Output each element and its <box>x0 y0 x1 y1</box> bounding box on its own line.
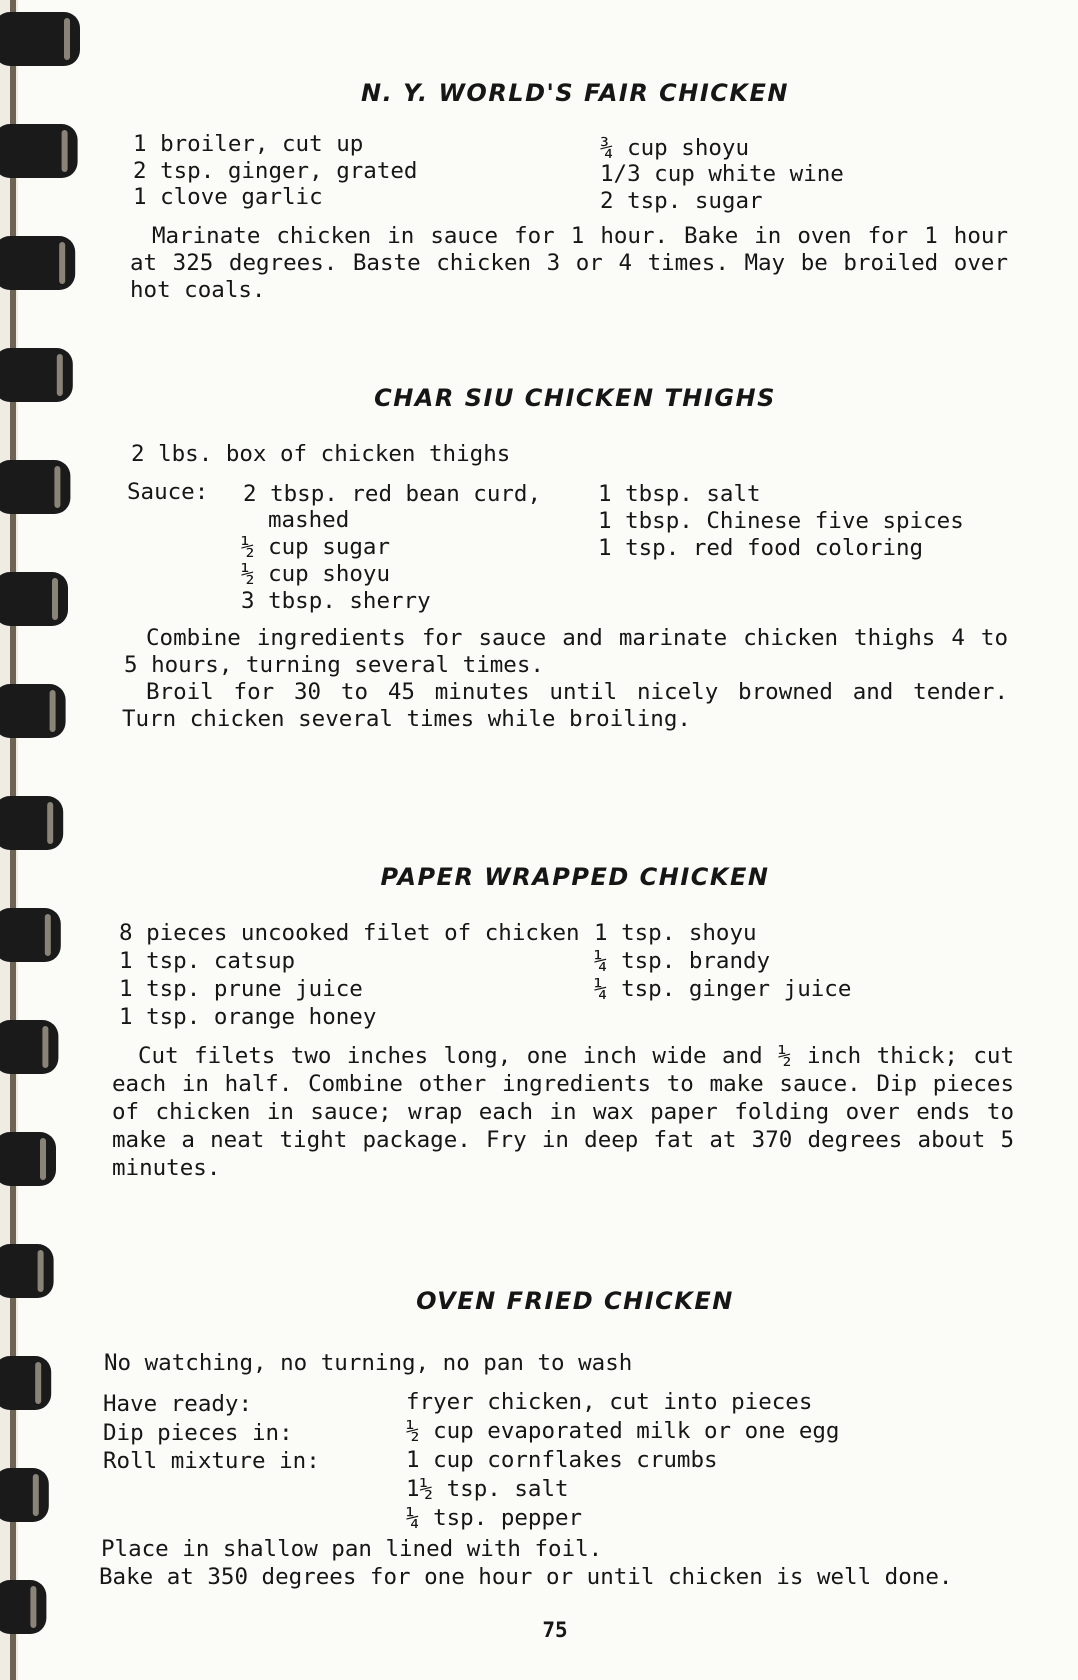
ingredient: 1 tsp. shoyu <box>594 920 757 946</box>
ingredient: ½ cup sugar <box>241 534 391 560</box>
recipe-intro: No watching, no turning, no pan to wash <box>104 1350 633 1376</box>
directions: Broil for 30 to 45 minutes until nicely browned and tender. Turn chicken several times while broiling. <box>122 679 1008 732</box>
step-label: Dip pieces in: <box>103 1420 293 1446</box>
ingredient: 2 tsp. ginger, grated <box>133 158 418 184</box>
ingredient: ½ cup shoyu <box>241 561 391 587</box>
closing-line: Bake at 350 degrees for one hour or until chicken is well done. <box>99 1564 953 1590</box>
step-label: Have ready: <box>103 1391 253 1417</box>
ingredient: 3 tbsp. sherry <box>241 588 431 614</box>
recipe-title: PAPER WRAPPED CHICKEN <box>380 863 770 891</box>
step-label: Roll mixture in: <box>103 1448 320 1474</box>
ingredient: 1 tsp. orange honey <box>119 1004 377 1030</box>
recipe-intro: 2 lbs. box of chicken thighs <box>131 441 511 467</box>
sauce-label: Sauce: <box>127 479 209 505</box>
step-value: ¼ tsp. pepper <box>406 1505 583 1531</box>
ingredient: mashed <box>268 507 350 533</box>
page-number: 75 <box>542 1618 568 1642</box>
recipe-title: OVEN FRIED CHICKEN <box>416 1287 734 1315</box>
ingredient: 1 tbsp. salt <box>598 481 761 507</box>
ingredient: 1/3 cup white wine <box>600 161 844 187</box>
ingredient: 1 tbsp. Chinese five spices <box>598 508 964 534</box>
ingredient: 2 tbsp. red bean curd, <box>243 481 542 507</box>
ingredient: 8 pieces uncooked filet of chicken <box>119 920 580 946</box>
directions: Marinate chicken in sauce for 1 hour. Bake in oven for 1 hour at 325 degrees. Baste chicken 3 or 4 times. May be broiled over hot coals. <box>130 223 1008 303</box>
step-value: 1½ tsp. salt <box>406 1476 569 1502</box>
recipe-title: N. Y. WORLD'S FAIR CHICKEN <box>361 79 789 107</box>
directions: Combine ingredients for sauce and marinate chicken thighs 4 to 5 hours, turning several times. <box>124 625 1008 678</box>
step-value: fryer chicken, cut into pieces <box>406 1389 813 1415</box>
ingredient: 1 tsp. catsup <box>119 948 296 974</box>
ingredient: ¼ tsp. ginger juice <box>594 976 852 1002</box>
ingredient: 1 clove garlic <box>133 184 323 210</box>
directions: Cut filets two inches long, one inch wide and ½ inch thick; cut each in half. Combine other ingredients to make sauce. Dip pieces of chicken in sauce; wrap each in wax paper folding over ends to make a neat tight package. Fry in deep fat at 370 degrees about 5 minutes. <box>112 1043 1014 1181</box>
ingredient: ¼ tsp. brandy <box>594 948 771 974</box>
ingredient: 1 broiler, cut up <box>133 131 364 157</box>
ingredient: 2 tsp. sugar <box>600 188 763 214</box>
ingredient: ¾ cup shoyu <box>600 135 750 161</box>
step-value: ½ cup evaporated milk or one egg <box>406 1418 840 1444</box>
ingredient: 1 tsp. prune juice <box>119 976 363 1002</box>
step-value: 1 cup cornflakes crumbs <box>406 1447 718 1473</box>
recipe-title: CHAR SIU CHICKEN THIGHS <box>374 384 776 412</box>
closing-line: Place in shallow pan lined with foil. <box>101 1536 603 1562</box>
ingredient: 1 tsp. red food coloring <box>598 535 924 561</box>
